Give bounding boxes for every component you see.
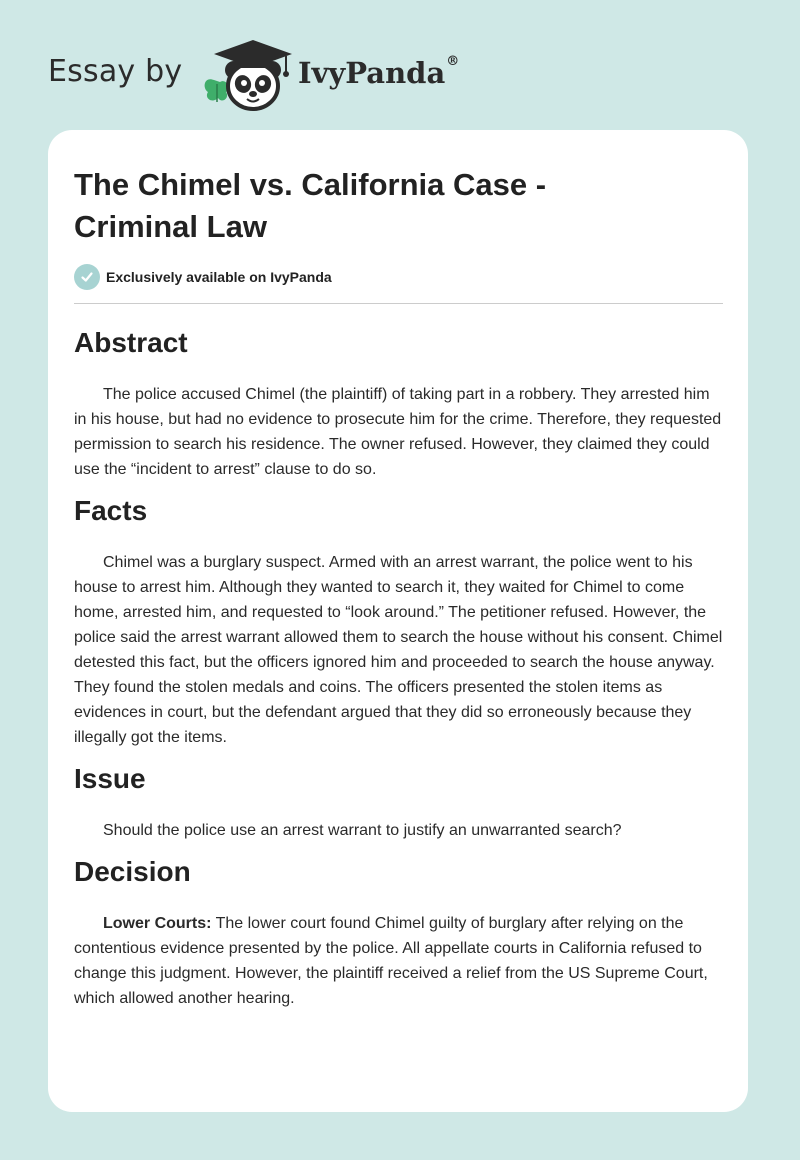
check-circle-icon: [74, 264, 100, 290]
decision-text: The lower court found Chimel guilty of burglary after relying on the contentious evidence presented by the police. All appellate courts in California refused to change this judgment. However, the plaintiff received a relief from the US Supreme Court, which allowed another hearing.: [74, 915, 708, 1007]
essay-title: The Chimel vs. California Case - Criminal Law: [74, 167, 547, 244]
abstract-paragraph: The police accused Chimel (the plaintiff) of taking part in a robbery. They arrested him in his house, but had no evidence to prosecute him for the crime. Therefore, they requested permission to search his residence. The owner refused. However, they claimed they could use the “incident to arrest” clause to do so.: [74, 386, 722, 478]
essay-card: [48, 130, 748, 1112]
section-heading-issue: Issue: [74, 763, 146, 794]
section-heading-abstract: Abstract: [74, 327, 188, 358]
section-heading-facts: Facts: [74, 495, 148, 526]
issue-paragraph: Should the police use an arrest warrant to justify an unwarranted search?: [103, 822, 622, 839]
title-divider: [74, 303, 723, 304]
exclusive-label: Exclusively available on IvyPanda: [106, 269, 332, 285]
decision-label-lower-courts: Lower Courts:: [103, 915, 212, 932]
registered-mark: ®: [446, 54, 460, 69]
essay-body: [74, 324, 726, 1021]
brand-prefix: Essay by: [48, 54, 183, 89]
brand-header: [48, 36, 528, 112]
panda-graduation-cap-icon: [200, 36, 296, 112]
exclusive-badge: [74, 264, 332, 290]
decision-paragraph: [74, 911, 726, 1011]
section-heading-decision: Decision: [74, 856, 191, 887]
facts-paragraph: Chimel was a burglary suspect. Armed with an arrest warrant, the police went to his house to arrest him. Although they wanted to search it, they waited for Chimel to come home, arrested him, and requested to “look around.” The petitioner refused. However, the police said the arrest warrant allowed them to search the house without his consent. Chimel detested this fact, but the officers ignored him and proceeded to search the house anyway. They found the stolen medals and coins. The officers presented the stolen items as evidences in court, but the defendant argued that they did so erroneously because they illegally got the items.: [74, 554, 723, 746]
brand-name: IvyPanda®: [298, 54, 460, 90]
